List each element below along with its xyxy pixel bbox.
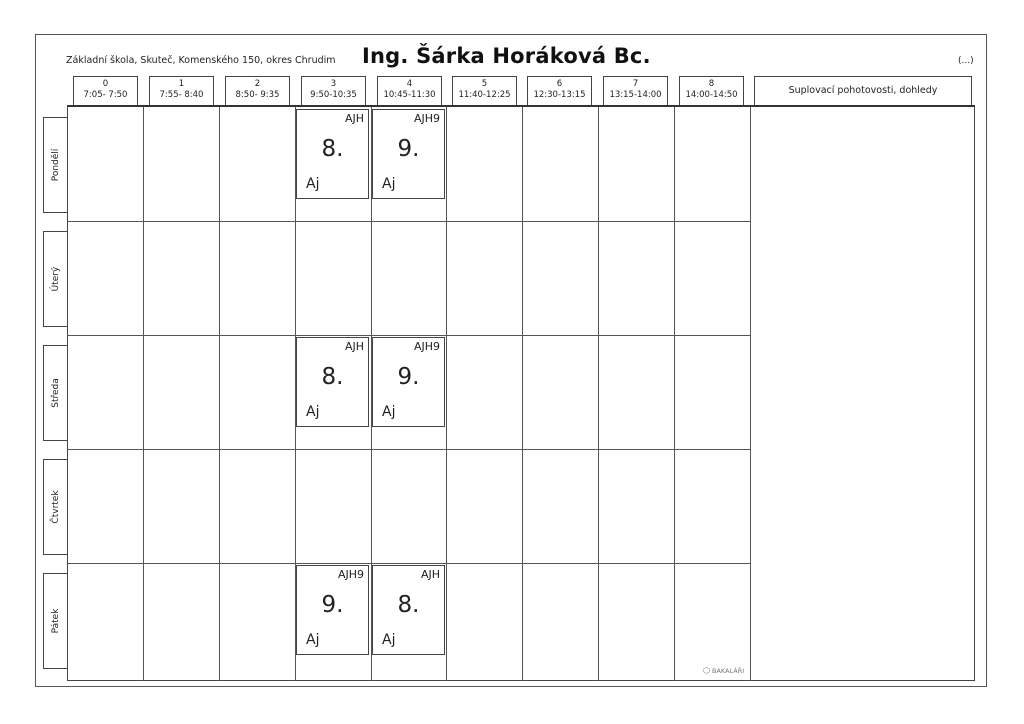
hour-header-2: [225, 76, 290, 105]
hour-number: 7: [632, 79, 639, 89]
hour-number: 1: [178, 79, 185, 89]
lesson-group: AJH9: [337, 568, 364, 581]
lesson-class: 8.: [397, 592, 420, 618]
grid-column-divider: [598, 107, 599, 681]
grid-row-divider: [67, 563, 750, 564]
lesson-subject: Aj: [382, 176, 396, 192]
lesson-card[interactable]: [372, 337, 445, 427]
lesson-card[interactable]: [296, 565, 369, 655]
lesson-group: AJH9: [413, 340, 440, 353]
lesson-group: AJH: [420, 568, 440, 581]
day-tab-monday: [43, 117, 67, 213]
hour-number: 4: [406, 79, 413, 89]
hour-header-6: [527, 76, 592, 105]
teacher-name: Ing. Šárka Horáková Bc.: [362, 44, 651, 68]
lesson-card[interactable]: [372, 565, 445, 655]
lesson-subject: Aj: [306, 632, 320, 648]
lesson-class: 9.: [321, 592, 344, 618]
hour-number: 0: [102, 79, 109, 89]
lesson-group: AJH9: [413, 112, 440, 125]
day-tab-wednesday: [43, 345, 67, 441]
hour-time: 12:30-13:15: [533, 90, 586, 100]
grid-row-divider: [67, 449, 750, 450]
lesson-group: AJH: [344, 112, 364, 125]
hour-number: 5: [481, 79, 488, 89]
supervision-header: Suplovací pohotovosti, dohledy: [754, 76, 972, 105]
day-label: Čtvrtek: [50, 490, 61, 524]
school-name: Základní škola, Skuteč, Komenského 150, okres Chrudim: [66, 55, 336, 66]
hour-header-8: [679, 76, 744, 105]
grid-row-divider: [67, 221, 750, 222]
day-tab-thursday: [43, 459, 67, 555]
hour-time: 8:50- 9:35: [235, 90, 280, 100]
hour-header-4: [377, 76, 442, 105]
grid-row-divider: [67, 335, 750, 336]
day-label: Středa: [50, 378, 61, 408]
lesson-group: AJH: [344, 340, 364, 353]
hour-header-1: [149, 76, 214, 105]
lesson-class: 8.: [321, 136, 344, 162]
hour-number: 8: [708, 79, 715, 89]
hour-time: 10:45-11:30: [383, 90, 436, 100]
lesson-subject: Aj: [306, 176, 320, 192]
day-label: Úterý: [50, 266, 61, 292]
lesson-class: 9.: [397, 136, 420, 162]
logo-text: BAKALÁŘI: [711, 667, 745, 675]
hour-time: 14:00-14:50: [685, 90, 738, 100]
hour-time: 13:15-14:00: [609, 90, 662, 100]
lesson-card[interactable]: [372, 109, 445, 199]
grid-column-divider: [143, 107, 144, 681]
timetable-grid: [67, 105, 975, 681]
hour-time: 9:50-10:35: [310, 90, 357, 100]
grid-column-divider: [446, 107, 447, 681]
lesson-card[interactable]: [296, 109, 369, 199]
grid-column-divider: [674, 107, 675, 681]
hour-number: 3: [330, 79, 337, 89]
more-indicator: (...): [958, 56, 974, 66]
hour-header-7: [603, 76, 668, 105]
hour-number: 6: [556, 79, 563, 89]
hour-number: 2: [254, 79, 261, 89]
day-tab-tuesday: [43, 231, 67, 327]
lesson-subject: Aj: [382, 632, 396, 648]
bakalari-logo: [703, 666, 744, 675]
lesson-subject: Aj: [306, 404, 320, 420]
hour-time: 11:40-12:25: [458, 90, 511, 100]
day-tab-friday: [43, 573, 67, 669]
lesson-class: 8.: [321, 364, 344, 390]
day-label: Pondělí: [50, 148, 61, 182]
grid-column-divider: [219, 107, 220, 681]
hour-time: 7:05- 7:50: [83, 90, 128, 100]
hour-header-0: [73, 76, 138, 105]
lesson-card[interactable]: [296, 337, 369, 427]
lesson-class: 9.: [397, 364, 420, 390]
day-label: Pátek: [50, 608, 61, 634]
hour-header-3: [301, 76, 366, 105]
grid-column-divider: [522, 107, 523, 681]
lesson-subject: Aj: [382, 404, 396, 420]
grid-column-divider: [750, 107, 751, 681]
hour-header-5: [452, 76, 517, 105]
hour-time: 7:55- 8:40: [159, 90, 204, 100]
hexagon-icon: ⬡: [703, 666, 710, 675]
